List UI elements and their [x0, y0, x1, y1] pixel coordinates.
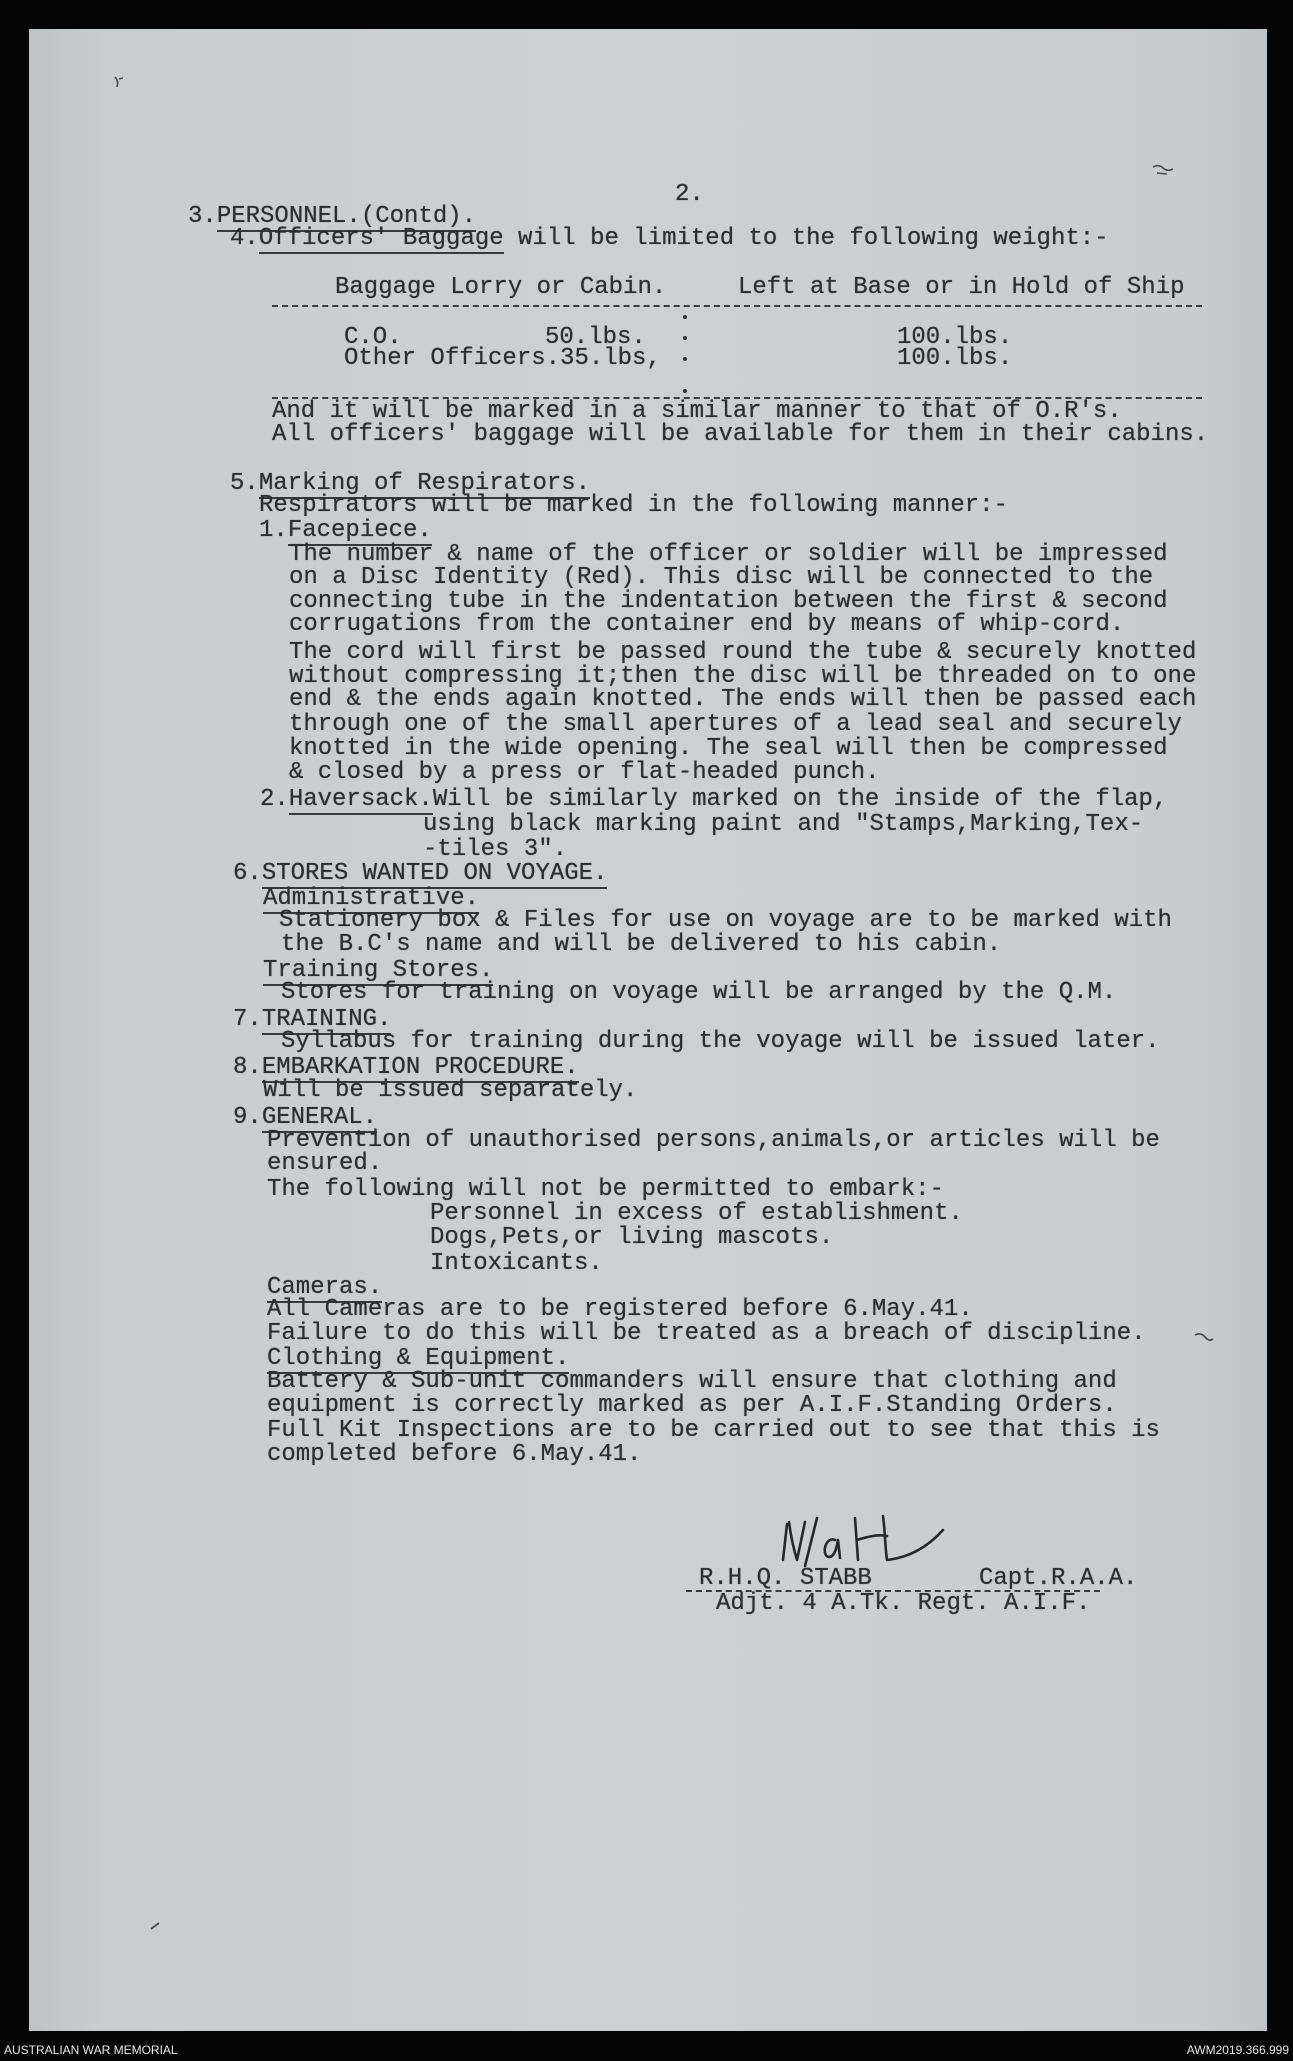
paper-mark [149, 1921, 161, 1931]
baggage-note: And it will be marked in a similar manner to that of O.R's. [272, 398, 1122, 425]
paragraph-line: without compressing it;then the disc will be threaded on to one [289, 663, 1197, 690]
paragraph-line: equipment is correctly marked as per A.I.F.Standing Orders. [267, 1392, 1117, 1419]
paragraph-line: corrugations from the container end by means of whip-cord. [289, 611, 1125, 638]
page-number: 2. [675, 181, 704, 208]
paragraph-line: on a Disc Identity (Red). This disc will be connected to the [289, 564, 1154, 591]
item-title: TRAINING. [261, 1006, 392, 1033]
paragraph-line: Will be issued separately. [263, 1077, 638, 1104]
signatory-appointment: Adjt. 4 A.Tk. Regt. A.I.F. [716, 1590, 1091, 1617]
paragraph-line: The number & name of the officer or soldier will be impressed [289, 541, 1168, 568]
paragraph-line: end & the ends again knotted. The ends will then be passed each [289, 686, 1197, 713]
paragraph-line: Syllabus for training during the voyage will be issued later. [281, 1028, 1160, 1055]
table-header-cabin: Baggage Lorry or Cabin. [335, 274, 667, 301]
table-row [344, 347, 661, 371]
sub-title: Cameras. [267, 1274, 383, 1301]
baggage-heading [230, 227, 1109, 251]
archive-institution: AUSTRALIAN WAR MEMORIAL [4, 2043, 178, 2057]
table-header-underline [272, 305, 1202, 307]
item-number: 4. [230, 225, 259, 252]
paragraph-line: The cord will first be passed round the tube & securely knotted [289, 639, 1197, 666]
paragraph-line: connecting tube in the indentation between the first & second [289, 588, 1168, 615]
paragraph-line: The following will not be permitted to embark:- [267, 1176, 944, 1203]
signatory-name: R.H.Q. STABB [699, 1565, 872, 1592]
facepiece-heading [259, 519, 432, 543]
prohibited-item: Dogs,Pets,or living mascots. [430, 1224, 834, 1251]
table-row-hold: 100.lbs. [897, 345, 1013, 372]
paragraph-line: Stores for training on voyage will be arranged by the Q.M. [281, 979, 1117, 1006]
sub-title: Haversack. [288, 786, 433, 813]
haversack-heading [260, 788, 1167, 812]
paragraph-line: Battery & Sub-unit commanders will ensure that clothing and [267, 1368, 1117, 1395]
paragraph-line: completed before 6.May.41. [267, 1441, 642, 1468]
table-header-hold: Left at Base or in Hold of Ship [738, 274, 1185, 301]
item-title: Officers' Baggage [258, 225, 504, 252]
paragraph-line: Prevention of unauthorised persons,animals,or articles will be [267, 1127, 1160, 1154]
paragraph-line: -tiles 3". [423, 836, 568, 863]
sub-number: 1. [259, 517, 288, 544]
item-number: 9. [233, 1104, 262, 1131]
table-row-hold: 100.lbs. [897, 324, 1013, 351]
paragraph-line: through one of the small apertures of a lead seal and securely [289, 711, 1182, 738]
item-number: 7. [233, 1006, 262, 1033]
stores-heading [233, 862, 607, 886]
item-number: 6. [233, 860, 262, 887]
signatory-rank: Capt.R.A.A. [979, 1565, 1138, 1592]
paper-mark [1151, 163, 1175, 177]
paragraph-line: Failure to do this will be treated as a breach of discipline. [267, 1320, 1146, 1347]
document-page [29, 29, 1267, 2031]
sub-title: Clothing & Equipment. [267, 1345, 570, 1372]
item-text: will be limited to the following weight:- [503, 225, 1109, 252]
item-title: STORES WANTED ON VOYAGE. [261, 860, 608, 887]
paper-mark [113, 75, 125, 89]
archive-reference: AWM2019.366.999 [1186, 2043, 1289, 2057]
prohibited-item: Personnel in excess of establishment. [430, 1200, 963, 1227]
prohibited-item: Intoxicants. [430, 1250, 603, 1277]
section-title: PERSONNEL.(Contd). [216, 203, 477, 230]
item-title: Marking of Respirators. [258, 470, 591, 497]
item-title: EMBARKATION PROCEDURE. [261, 1054, 579, 1081]
paper-mark [1193, 1331, 1215, 1343]
sub-title: Training Stores. [263, 957, 494, 984]
sub-number: 2. [260, 786, 289, 813]
paragraph-line: knotted in the wide opening. The seal will then be compressed [289, 735, 1168, 762]
paragraph-line: Full Kit Inspections are to be carried out to see that this is [267, 1417, 1160, 1444]
baggage-note: All officers' baggage will be available for them in their cabins. [272, 421, 1209, 448]
item-title: GENERAL. [261, 1104, 378, 1131]
sub-title: Facepiece. [287, 517, 432, 544]
section-number: 3. [188, 203, 217, 230]
column-separator [681, 313, 689, 397]
paragraph-line: the B.C's name and will be delivered to his cabin. [281, 931, 1002, 958]
table-row-rank: C.O. [344, 324, 402, 351]
paragraph-line: & closed by a press or flat-headed punch. [289, 759, 880, 786]
paragraph-line: Will be similarly marked on the inside of the flap, [432, 786, 1168, 813]
item-number: 5. [230, 470, 259, 497]
paragraph-line: ensured. [267, 1150, 383, 1177]
paragraph-line: Stationery box & Files for use on voyage are to be marked with [279, 907, 1172, 934]
paragraph-line: All Cameras are to be registered before 6.May.41. [267, 1296, 973, 1323]
item-number: 8. [233, 1054, 262, 1081]
table-row-cabin: 35.lbs, [560, 345, 661, 372]
paragraph-line: using black marking paint and "Stamps,Marking,Tex- [423, 811, 1144, 838]
sub-title: Administrative. [263, 885, 480, 912]
respirators-intro: Respirators will be marked in the following manner:- [259, 492, 1008, 519]
table-row-rank: Other Officers. [344, 345, 561, 372]
table-row-cabin: 50.lbs. [545, 324, 646, 351]
